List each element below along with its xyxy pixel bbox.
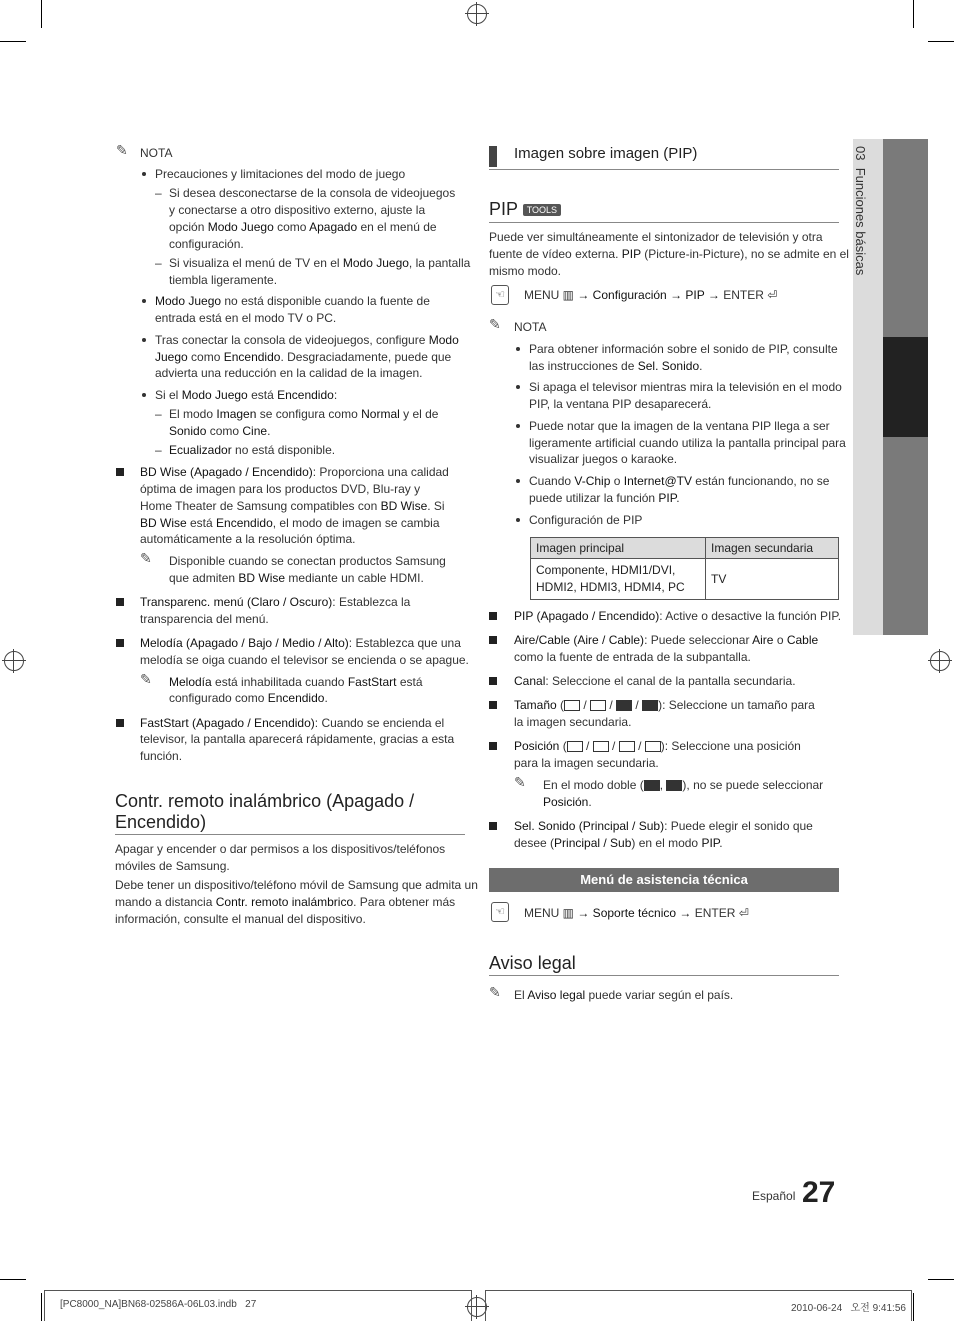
note-text: Si visualiza el menú de TV en el Modo Juego, la pantalla xyxy=(169,256,471,270)
heading-rule xyxy=(115,834,465,835)
section-heading: Contr. remoto inalámbrico (Apagado / xyxy=(115,791,415,811)
note-text: visualizar juegos o karaoke. xyxy=(529,452,678,466)
section-title: Imagen sobre imagen (PIP) xyxy=(514,145,698,162)
body-text: mismo modo. xyxy=(489,264,562,278)
double-mode-icon xyxy=(644,780,660,791)
size-small-icon xyxy=(564,700,580,711)
note-item: Tras conectar la consola de videojuegos, configure Modo xyxy=(155,333,459,347)
size-double2-icon xyxy=(642,700,658,711)
size-double-icon xyxy=(616,700,632,711)
body-text: Apagar y encender o dar permisos a los dispositivos/teléfonos xyxy=(115,842,446,856)
menu-path: MENU ▥ → Soporte técnico → ENTER ⏎ xyxy=(524,906,749,920)
setting-text: función. xyxy=(140,749,183,763)
position-icon xyxy=(645,741,661,752)
size-large-icon xyxy=(590,700,606,711)
note-text: PIP, la ventana PIP desaparecerá. xyxy=(529,397,712,411)
note-text: tiembla ligeramente. xyxy=(169,273,278,287)
crop-mark xyxy=(928,41,954,42)
note-label: NOTA xyxy=(514,320,547,334)
square-bullet-icon xyxy=(489,701,497,709)
note-text: Cuando V-Chip o Internet@TV están funcionando, no se xyxy=(529,474,830,488)
pip-config-table xyxy=(530,537,839,600)
note-text: ligeramente artificial cuando utiliza la pantalla principal para xyxy=(529,436,846,450)
footer-file: [PC8000_NA]BN68-02586A-06L03.indb 27 xyxy=(60,1299,257,1310)
setting-item: BD Wise (Apagado / Encendido): Proporciona una calidad xyxy=(140,465,449,479)
body-text: Debe tener un dispositivo/teléfono móvil de Samsung que admita un xyxy=(115,878,478,892)
bullet-icon xyxy=(516,479,520,483)
note-pencil-icon: ✎ xyxy=(489,317,501,333)
bullet-icon xyxy=(142,338,146,342)
setting-item: Aire/Cable (Aire / Cable): Puede seleccionar Aire o Cable xyxy=(514,633,819,647)
crop-mark xyxy=(41,0,42,28)
square-bullet-icon xyxy=(489,612,497,620)
note-pencil-icon: ✎ xyxy=(489,985,501,1001)
square-bullet-icon xyxy=(489,742,497,750)
setting-item: Sel. Sonido (Principal / Sub): Puede elegir el sonido que xyxy=(514,819,813,833)
setting-text: desee (Principal / Sub) en el modo PIP. xyxy=(514,836,723,850)
crop-mark xyxy=(913,1293,914,1321)
note-text: opción Modo Juego como Apagado en el menú de xyxy=(169,220,437,234)
bullet-icon xyxy=(142,172,146,176)
square-bullet-icon xyxy=(116,639,124,647)
square-bullet-icon xyxy=(489,822,497,830)
note-text: Juego como Encendido. Desgraciadamente, puede que xyxy=(155,350,452,364)
setting-text: televisor, la pantalla aparecerá rápidamente, gracias a esta xyxy=(140,732,455,746)
language-label: Español xyxy=(752,1189,796,1203)
setting-text: óptima de imagen para los productos DVD, Blu-ray y xyxy=(140,482,421,496)
table-cell: Componente, HDMI1/DVI, HDMI2, HDMI3, HDMI4, PC xyxy=(531,559,706,600)
hand-icon: ☜ xyxy=(491,902,509,922)
menu-path: MENU ▥ → Configuración → PIP → ENTER ⏎ xyxy=(524,288,778,302)
square-bullet-icon xyxy=(116,598,124,606)
dash: – xyxy=(155,186,162,200)
setting-item: FastStart (Apagado / Encendido): Cuando se encienda el xyxy=(140,716,445,730)
note-label: NOTA xyxy=(140,146,173,160)
note-pencil-icon: ✎ xyxy=(116,143,128,159)
crop-mark xyxy=(913,0,914,28)
support-menu-bar: Menú de asistencia técnica xyxy=(489,868,839,892)
setting-item: Melodía (Apagado / Bajo / Medio / Alto): Establezca que una xyxy=(140,636,461,650)
registration-mark-icon xyxy=(467,4,487,24)
note-text: configurado como Encendido. xyxy=(169,691,328,705)
note-text: y conectarse a otro dispositivo externo, ajuste la xyxy=(169,203,426,217)
note-pencil-icon: ✎ xyxy=(140,672,152,688)
note-text: Disponible cuando se conectan productos Samsung xyxy=(169,554,446,568)
setting-text: BD Wise está Encendido, el modo de imagen se cambia xyxy=(140,516,440,530)
heading-rule xyxy=(489,222,839,223)
note-text: advierta una reducción en la calidad de la imagen. xyxy=(155,366,423,380)
crop-mark xyxy=(928,1279,954,1280)
setting-text: melodía se oiga cuando el televisor se encienda o se apague. xyxy=(140,653,469,667)
heading-rule xyxy=(489,169,839,170)
pip-heading: PIP TOOLS xyxy=(489,199,561,220)
note-text: Posición. xyxy=(543,795,592,809)
section-marker xyxy=(489,146,497,167)
note-text: Puede notar que la imagen de la ventana PIP llega a ser xyxy=(529,419,830,433)
note-text: que admiten BD Wise mediante un cable HDMI. xyxy=(169,571,424,585)
bullet-icon xyxy=(142,299,146,303)
heading-rule xyxy=(489,975,839,976)
section-heading: Aviso legal xyxy=(489,953,576,973)
body-text: móviles de Samsung. xyxy=(115,859,230,873)
setting-item: Tamaño ( / / / ): Seleccione un tamaño para xyxy=(514,698,815,712)
footer-date: 2010-06-24 오전 9:41:56 xyxy=(791,1303,906,1314)
note-text: Configuración de PIP xyxy=(529,513,643,527)
table-header: Imagen principal xyxy=(531,538,706,559)
note-text: Si apaga el televisor mientras mira la televisión en el modo xyxy=(529,380,842,394)
note-item: Modo Juego no está disponible cuando la fuente de xyxy=(155,294,430,308)
note-item: Precauciones y limitaciones del modo de juego xyxy=(155,167,406,181)
hand-icon: ☜ xyxy=(491,285,509,305)
note-text: puede utilizar la función PIP. xyxy=(529,491,680,505)
dash: – xyxy=(155,256,162,270)
position-icon xyxy=(619,741,635,752)
square-bullet-icon xyxy=(489,636,497,644)
setting-item: Transparenc. menú (Claro / Oscuro): Establezca la xyxy=(140,595,411,609)
note-text: Para obtener información sobre el sonido de PIP, consulte xyxy=(529,342,838,356)
square-bullet-icon xyxy=(116,719,124,727)
position-icon xyxy=(567,741,583,752)
crop-mark xyxy=(0,1279,26,1280)
tools-badge: TOOLS xyxy=(523,204,561,216)
square-bullet-icon xyxy=(489,677,497,685)
note-text: Melodía está inhabilitada cuando FastStart está xyxy=(169,675,423,689)
body-text: mando a distancia Contr. remoto inalámbrico. Para obtener más xyxy=(115,895,456,909)
bullet-icon xyxy=(142,393,146,397)
note-item: Si el Modo Juego está Encendido: xyxy=(155,388,338,402)
double-mode-icon xyxy=(666,780,682,791)
setting-item: Canal: Seleccione el canal de la pantalla secundaria. xyxy=(514,674,796,688)
page-number: 27 xyxy=(802,1176,836,1209)
note-text: Sonido como Cine. xyxy=(169,424,271,438)
setting-text: transparencia del menú. xyxy=(140,612,269,626)
note-pencil-icon: ✎ xyxy=(514,775,526,791)
note-text: En el modo doble ( , ), no se puede seleccionar xyxy=(543,778,824,792)
dash: – xyxy=(155,407,162,421)
setting-text: para la imagen secundaria. xyxy=(514,756,659,770)
body-text: fuente de vídeo externa. PIP (Picture-in-Picture), no se admite en el xyxy=(489,247,849,261)
position-icon xyxy=(593,741,609,752)
table-header: Imagen secundaria xyxy=(706,538,839,559)
setting-item: Posición ( / / / ): Seleccione una posición xyxy=(514,739,801,753)
body-text: información, consulte el manual del dispositivo. xyxy=(115,912,366,926)
setting-text: como la fuente de entrada de la subpantalla. xyxy=(514,650,751,664)
note-text: El modo Imagen se configura como Normal y el de xyxy=(169,407,439,421)
note-text: El Aviso legal puede variar según el país. xyxy=(514,988,734,1002)
note-text: las instrucciones de Sel. Sonido. xyxy=(529,359,703,373)
body-text: Puede ver simultáneamente el sintonizador de televisión y otra xyxy=(489,230,823,244)
setting-text: la imagen secundaria. xyxy=(514,715,632,729)
bullet-icon xyxy=(516,385,520,389)
note-text: Ecualizador no está disponible. xyxy=(169,443,336,457)
crop-mark xyxy=(0,41,26,42)
note-text: entrada está en el modo TV o PC. xyxy=(155,311,337,325)
bullet-icon xyxy=(516,518,520,522)
crop-mark xyxy=(41,1293,42,1321)
square-bullet-icon xyxy=(116,468,124,476)
bullet-icon xyxy=(516,347,520,351)
setting-text: automáticamente a la resolución óptima. xyxy=(140,532,356,546)
setting-item: PIP (Apagado / Encendido): Active o desactive la función PIP. xyxy=(514,609,842,623)
note-text: Si desea desconectarse de la consola de videojuegos xyxy=(169,186,456,200)
note-text: configuración. xyxy=(169,237,244,251)
note-pencil-icon: ✎ xyxy=(140,551,152,567)
section-heading: Encendido) xyxy=(115,812,207,832)
setting-text: Home Theater de Samsung compatibles con BD Wise. Si xyxy=(140,499,445,513)
table-cell: TV xyxy=(706,559,839,600)
chapter-label: 03 Funciones básicas xyxy=(853,146,868,276)
registration-mark-icon xyxy=(4,651,24,671)
registration-mark-icon xyxy=(930,651,950,671)
chapter-tab-active xyxy=(883,337,928,437)
dash: – xyxy=(155,443,162,457)
bullet-icon xyxy=(516,424,520,428)
